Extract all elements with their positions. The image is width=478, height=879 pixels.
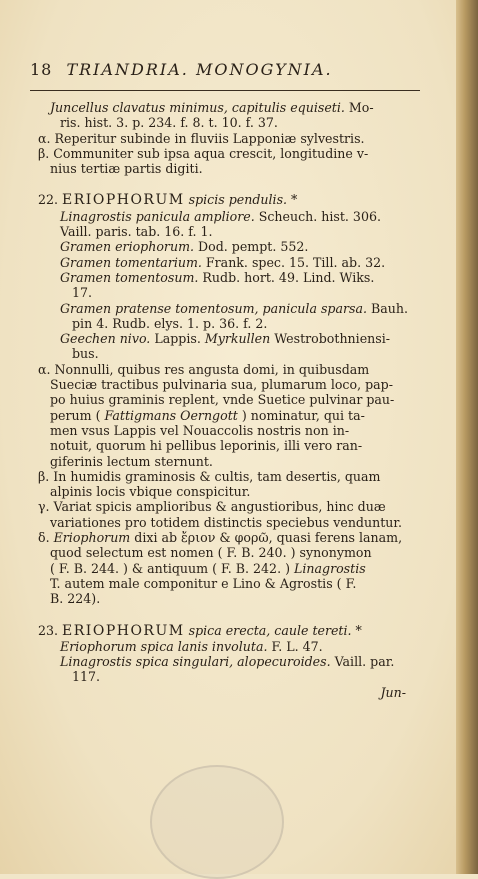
text-run: Scheuch. hist. 306. xyxy=(254,208,381,224)
text-run: Vaill. par. xyxy=(330,654,395,670)
italic-text: Gramen tomentosum. xyxy=(60,269,199,285)
text-line xyxy=(38,316,428,331)
text-run: α. Reperitur subinde in fluviis Lapponiæ sylvestris. xyxy=(38,130,365,146)
page-gutter xyxy=(456,0,478,874)
running-header xyxy=(30,60,430,79)
italic-text: Linagrostis panicula ampliore. xyxy=(60,208,255,224)
italic-text: Geechen nivo. xyxy=(60,331,151,347)
italic-text: Gramen pratense tomentosum, panicula sparsa. xyxy=(60,300,367,316)
text-line xyxy=(38,161,428,176)
text-line xyxy=(38,255,428,270)
page-body xyxy=(38,100,428,700)
text-run: po huius graminis replent, vnde Suetice pulvinar pau- xyxy=(50,392,395,408)
text-run: Vaill. paris. tab. 16. f. 1. xyxy=(60,224,213,240)
italic-text: Myrkullen xyxy=(204,331,271,347)
text-run: ris. hist. 3. p. 234. f. 8. t. 10. f. 37. xyxy=(60,115,278,131)
text-run: F. L. 47. xyxy=(267,638,323,654)
text-run: pin 4. Rudb. elys. 1. p. 36. f. 2. xyxy=(72,315,268,331)
text-line xyxy=(38,591,428,606)
text-line xyxy=(38,131,428,146)
header-rule xyxy=(30,90,420,91)
text-line xyxy=(38,654,428,669)
text-line xyxy=(38,639,428,654)
paragraph-gap xyxy=(38,176,428,192)
text-run: β. In humidis graminosis & cultis, tam desertis, quam xyxy=(38,468,381,484)
text-line xyxy=(38,346,428,361)
text-run: 17. xyxy=(72,285,93,301)
text-line xyxy=(38,499,428,514)
italic-text: spicis pendulis. xyxy=(184,192,288,208)
text-line xyxy=(38,685,428,700)
text-run: Rudb. hort. 49. Lind. Wiks. xyxy=(198,269,375,285)
text-run: Mo- xyxy=(344,100,374,115)
text-line xyxy=(38,408,428,423)
text-line xyxy=(38,115,428,130)
text-line xyxy=(38,515,428,530)
text-line xyxy=(38,377,428,392)
italic-text: Linagrostis spica singulari, alopecuroides. xyxy=(60,654,331,670)
italic-text: Gramen tomentarium. xyxy=(60,254,202,270)
text-run: alpinis locis vbique conspicitur. xyxy=(50,484,251,500)
text-line xyxy=(38,301,428,316)
text-run: * xyxy=(287,192,298,208)
text-line xyxy=(38,469,428,484)
text-line xyxy=(38,209,428,224)
text-run: Dod. pempt. 552. xyxy=(194,239,309,255)
text-line xyxy=(38,100,428,115)
text-line xyxy=(38,362,428,377)
italic-text: Fattigmans Oerngott xyxy=(104,407,238,423)
text-line xyxy=(38,224,428,239)
italic-text: spica erecta, caule tereti. xyxy=(184,622,352,638)
text-run: bus. xyxy=(72,346,99,362)
italic-text: Linagrostis xyxy=(294,560,366,576)
text-line xyxy=(38,576,428,591)
italic-text: Jun- xyxy=(380,684,406,700)
italic-text: Juncellus clavatus minimus, capitulis equiseti. xyxy=(50,100,345,115)
text-run: Bauh. xyxy=(367,300,408,316)
text-run: T. autem male componitur e Lino & Agrostis ( F. xyxy=(50,575,357,591)
text-run: men vsus Lappis vel Nouaccolis nostris non in- xyxy=(50,422,350,438)
text-run: Lappis. xyxy=(150,331,205,347)
text-run: ) nominatur, qui ta- xyxy=(237,407,365,423)
text-line xyxy=(38,331,428,346)
italic-text: Eriophorum xyxy=(53,530,131,546)
text-line xyxy=(38,239,428,254)
text-run: 117. xyxy=(72,669,101,685)
text-run: variationes pro totidem distinctis speciebus venduntur. xyxy=(50,514,403,530)
text-run: 22. xyxy=(38,192,63,208)
text-line xyxy=(38,530,428,545)
text-run: α. Nonnulli, quibus res angusta domi, in quibusdam xyxy=(38,361,370,377)
text-run: ( F. B. 244. ) & antiquum ( F. B. 242. ) xyxy=(50,560,294,576)
text-run: Frank. spec. 15. Till. ab. 32. xyxy=(201,254,386,270)
text-line xyxy=(38,270,428,285)
text-line xyxy=(38,423,428,438)
text-run: 23. xyxy=(38,622,63,638)
text-line xyxy=(38,623,428,639)
text-run: B. 224). xyxy=(50,591,101,607)
text-run: perum ( xyxy=(50,407,105,423)
text-line xyxy=(38,454,428,469)
text-line xyxy=(38,285,428,300)
text-run: dixi ab ἔριον & φορῶ, quasi ferens lanam, xyxy=(130,530,403,546)
text-line xyxy=(38,392,428,407)
italic-text: Gramen eriophorum. xyxy=(60,239,195,255)
text-line xyxy=(38,438,428,453)
text-run: β. Communiter sub ipsa aqua crescit, longitudine v- xyxy=(38,145,369,161)
library-stamp xyxy=(150,765,284,879)
text-run: giferinis lectum sternunt. xyxy=(50,453,213,469)
paragraph-gap xyxy=(38,607,428,623)
text-line xyxy=(38,146,428,161)
text-run: Sueciæ tractibus pulvinaria sua, plumarum loco, pap- xyxy=(50,377,393,393)
italic-text: Eriophorum spica lanis involuta. xyxy=(60,638,268,654)
text-line xyxy=(38,192,428,208)
genus-name: ERIOPHORUM xyxy=(62,622,185,639)
page-number: 18 xyxy=(30,60,53,79)
text-line xyxy=(38,561,428,576)
text-line xyxy=(38,545,428,560)
text-run: * xyxy=(351,622,362,638)
text-run: nius tertiæ partis digiti. xyxy=(50,161,203,177)
text-run: quod selectum est nomen ( F. B. 240. ) synonymon xyxy=(50,545,372,561)
text-run: Westrobothniensi- xyxy=(270,331,390,347)
text-line xyxy=(38,669,428,684)
genus-name: ERIOPHORUM xyxy=(62,192,185,209)
text-run: γ. Variat spicis amplioribus & angustioribus, hinc duæ xyxy=(38,499,386,515)
text-run: δ. xyxy=(38,530,54,546)
text-line xyxy=(38,484,428,499)
text-run: notuit, quorum hi pellibus leporinis, illi vero ran- xyxy=(50,438,363,454)
running-title: TRIANDRIA. MONOGYNIA. xyxy=(66,60,333,79)
